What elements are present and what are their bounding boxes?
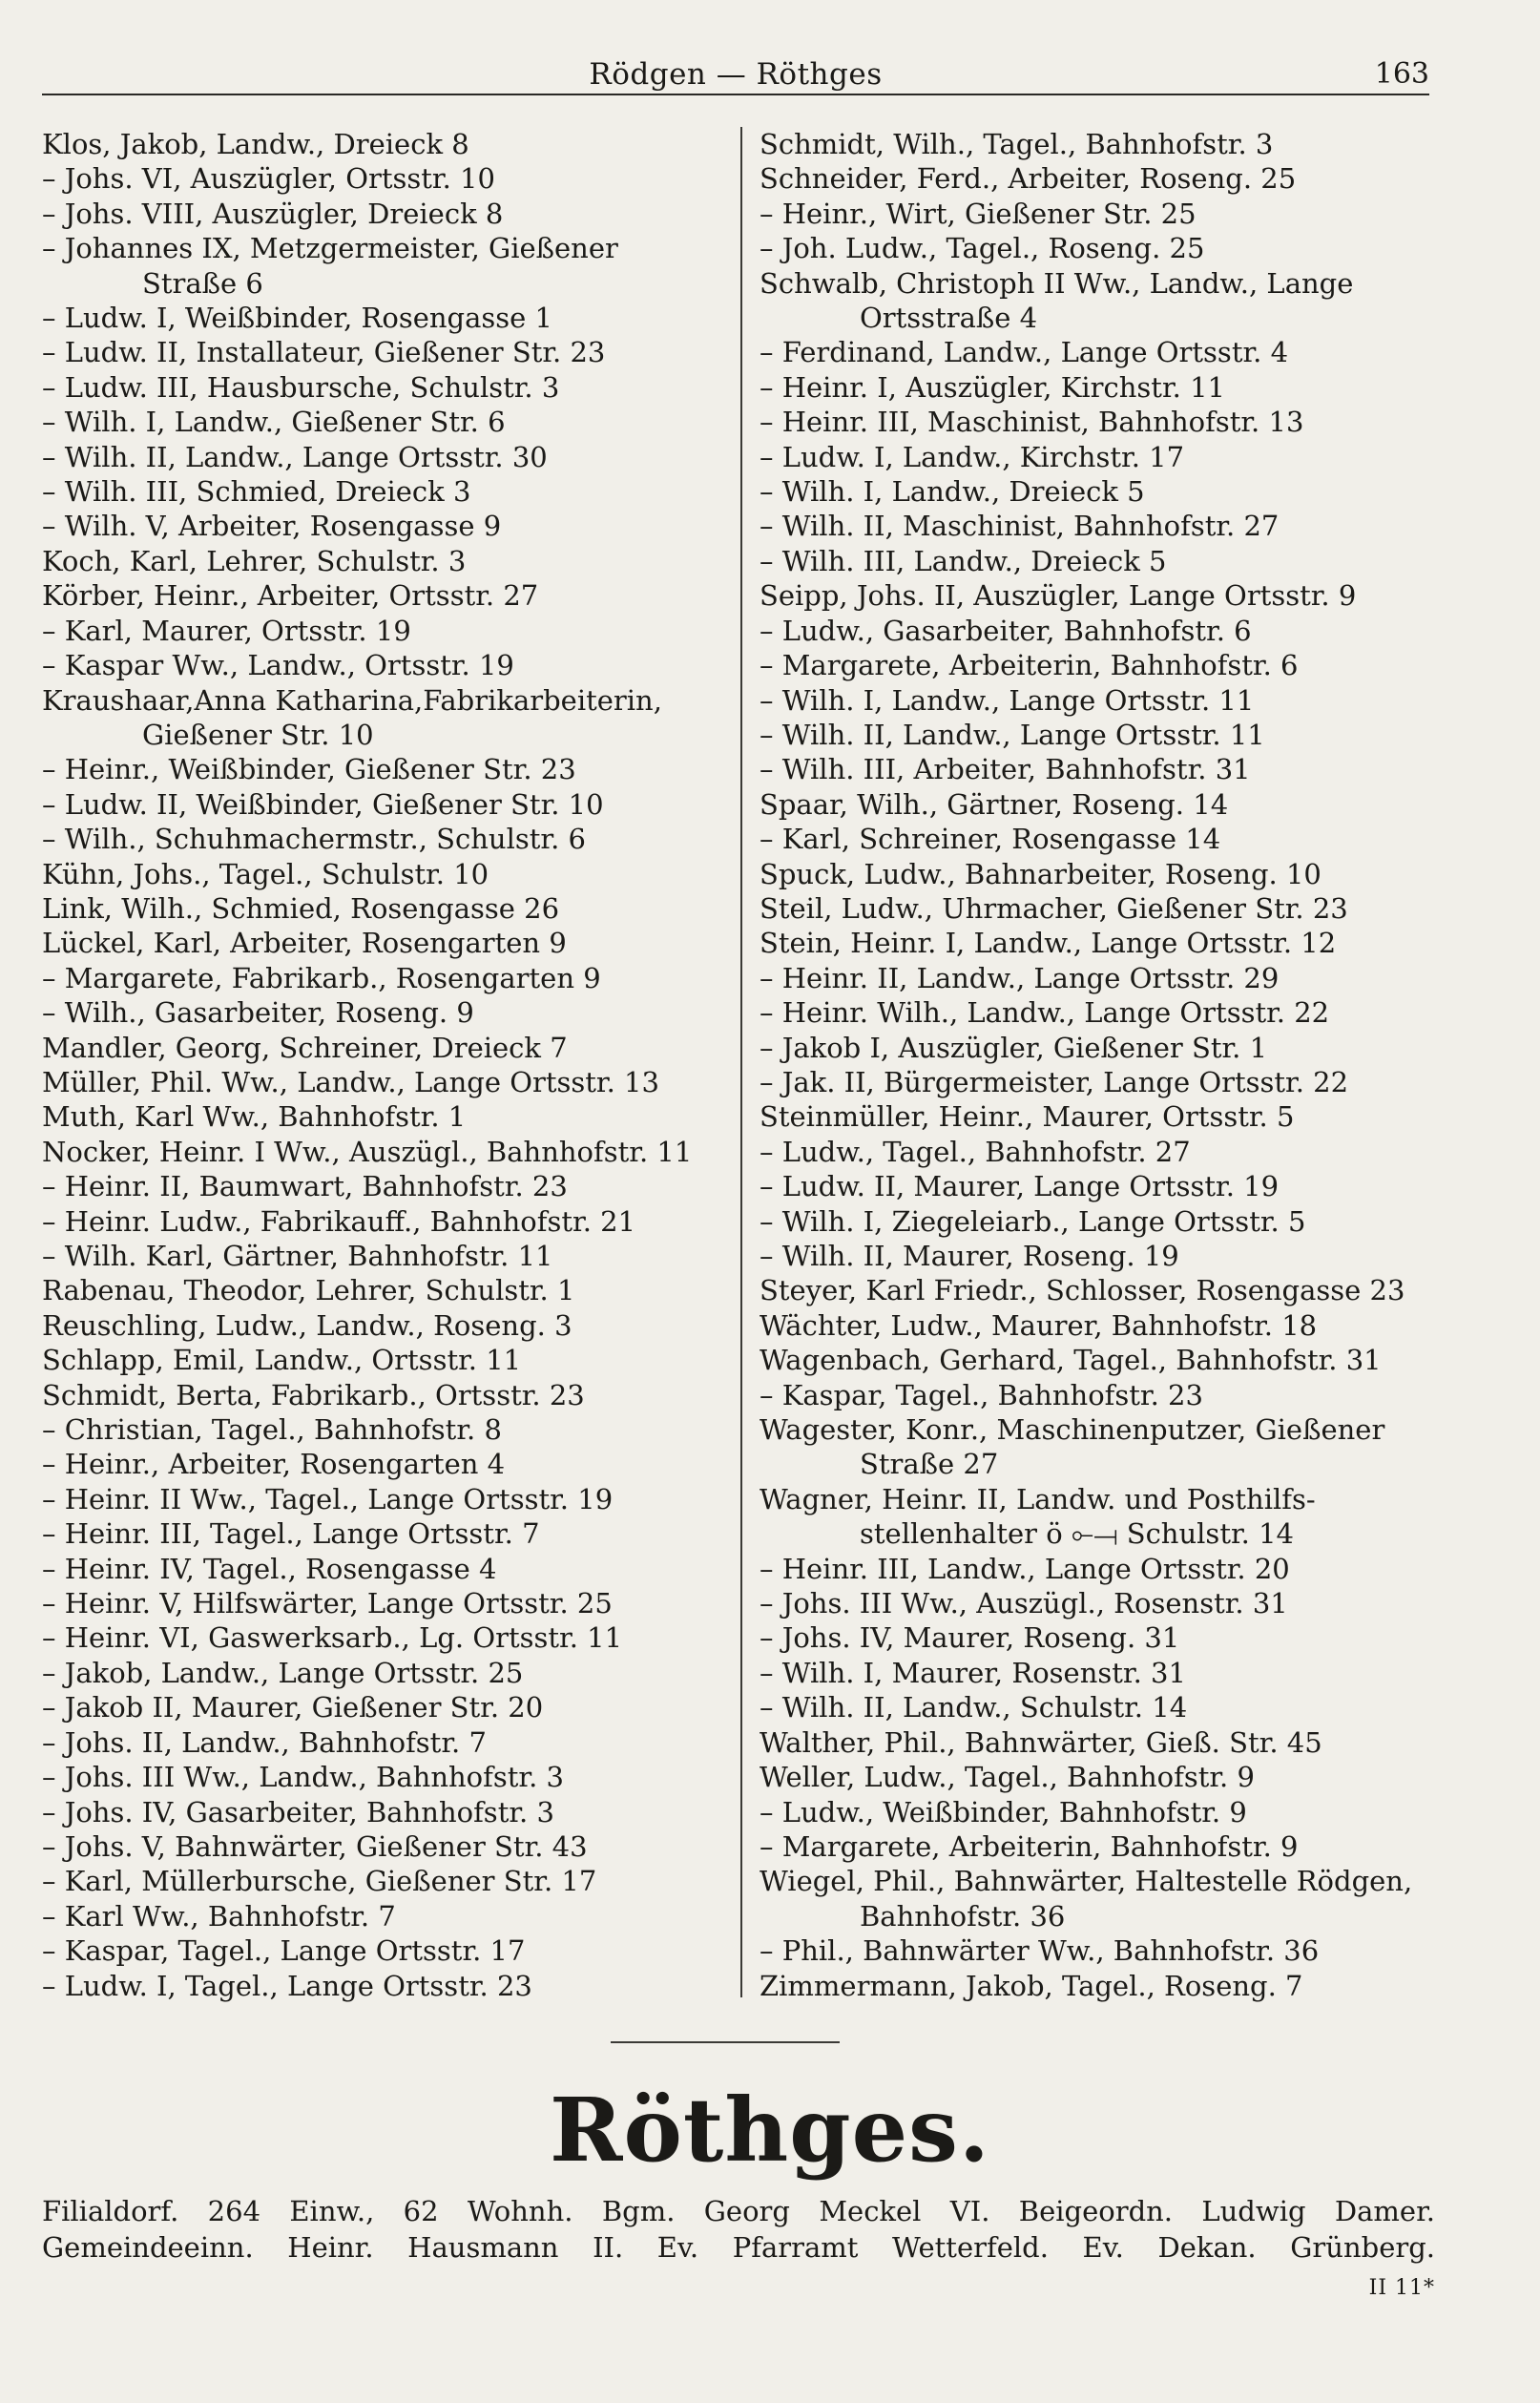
directory-entry: Link, Wilh., Schmied, Rosengasse 26 (42, 891, 560, 925)
directory-entry: – Wilh. I, Ziegeleiarb., Lange Ortsstr. 5 (760, 1204, 1306, 1238)
directory-entry: – Wilh. Karl, Gärtner, Bahnhofstr. 11 (42, 1240, 553, 1272)
directory-entry: – Ludw. II, Weißbinder, Gießener Str. 10 (42, 787, 604, 821)
directory-entry: Stein, Heinr. I, Landw., Lange Ortsstr. 12 (760, 927, 1337, 960)
left-column (42, 127, 719, 2003)
directory-entry: – Wilh. III, Landw., Dreieck 5 (760, 544, 1167, 577)
directory-entry: – Wilh. III, Arbeiter, Bahnhofstr. 31 (760, 753, 1251, 786)
directory-entry: – Jakob I, Auszügler, Gießener Str. 1 (760, 1031, 1268, 1064)
entry-continuation: Bahnhofstr. 36 (860, 1899, 1066, 1933)
directory-entry: Spaar, Wilh., Gärtner, Roseng. 14 (760, 787, 1229, 821)
directory-entry: Koch, Karl, Lehrer, Schulstr. 3 (42, 544, 467, 577)
directory-entry: – Heinr. II Ww., Tagel., Lange Ortsstr. 19 (42, 1482, 614, 1515)
directory-entry: Wagester, Konr., Maschinenputzer, Gießener (760, 1413, 1385, 1447)
directory-entry: – Ludw. I, Tagel., Lange Ortsstr. 23 (42, 1969, 532, 2002)
directory-entry: Kühn, Johs., Tagel., Schulstr. 10 (42, 857, 489, 890)
directory-entry: – Margarete, Arbeiterin, Bahnhofstr. 6 (760, 649, 1299, 682)
directory-entry: Mandler, Georg, Schreiner, Dreieck 7 (42, 1031, 568, 1064)
directory-entry: – Wilh., Gasarbeiter, Roseng. 9 (42, 996, 474, 1030)
entry-continuation: Straße 27 (860, 1448, 999, 1481)
directory-entry: Körber, Heinr., Arbeiter, Ortsstr. 27 (42, 579, 539, 613)
directory-entry: Rabenau, Theodor, Lehrer, Schulstr. 1 (42, 1274, 575, 1307)
directory-entry: – Heinr. III, Landw., Lange Ortsstr. 20 (760, 1552, 1290, 1585)
directory-entry: – Wilh. I, Maurer, Rosenstr. 31 (760, 1656, 1186, 1689)
directory-entry: – Wilh., Schuhmachermstr., Schulstr. 6 (42, 823, 586, 856)
directory-entry: – Heinr. I, Auszügler, Kirchstr. 11 (760, 370, 1225, 404)
directory-entry: Steinmüller, Heinr., Maurer, Ortsstr. 5 (760, 1100, 1295, 1134)
directory-entry: – Heinr. IV, Tagel., Rosengasse 4 (42, 1552, 497, 1585)
directory-entry: Weller, Ludw., Tagel., Bahnhofstr. 9 (760, 1761, 1255, 1794)
directory-entry: – Johs. V, Bahnwärter, Gießener Str. 43 (42, 1829, 588, 1863)
directory-entry: Seipp, Johs. II, Auszügler, Lange Ortsstr. 9 (760, 579, 1357, 613)
directory-entry: – Jakob, Landw., Lange Ortsstr. 25 (42, 1656, 524, 1689)
section-title: Röthges. (550, 2079, 990, 2182)
directory-entry: – Wilh. II, Maschinist, Bahnhofstr. 27 (760, 510, 1280, 543)
directory-entry: – Johs. III Ww., Landw., Bahnhofstr. 3 (42, 1761, 564, 1794)
directory-entry: – Ludw. III, Hausbursche, Schulstr. 3 (42, 370, 560, 404)
directory-entry: – Wilh. II, Landw., Schulstr. 14 (760, 1691, 1188, 1724)
directory-entry: – Karl, Schreiner, Rosengasse 14 (760, 823, 1221, 856)
directory-entry: – Heinr. V, Hilfswärter, Lange Ortsstr. 25 (42, 1587, 613, 1620)
directory-entry: – Wilh. III, Schmied, Dreieck 3 (42, 475, 471, 509)
directory-entry: – Wilh. V, Arbeiter, Rosengasse 9 (42, 510, 502, 543)
directory-entry: – Heinr., Wirt, Gießener Str. 25 (760, 197, 1197, 230)
column-divider (740, 127, 742, 1997)
right-column (760, 127, 1477, 2003)
directory-entry: – Heinr. Wilh., Landw., Lange Ortsstr. 22 (760, 996, 1330, 1030)
directory-entry: – Johs. II, Landw., Bahnhofstr. 7 (42, 1725, 487, 1759)
entry-continuation: stellenhalter ö ⟜⟞ Schulstr. 14 (860, 1517, 1294, 1551)
directory-entry: – Christian, Tagel., Bahnhofstr. 8 (42, 1413, 502, 1447)
directory-entry: – Heinr. II, Landw., Lange Ortsstr. 29 (760, 961, 1280, 994)
directory-entry: – Johs. VIII, Auszügler, Dreieck 8 (42, 197, 504, 230)
directory-entry: – Ludw. II, Installateur, Gießener Str. 23 (42, 336, 606, 369)
directory-entry: – Karl Ww., Bahnhofstr. 7 (42, 1899, 396, 1933)
directory-entry: – Heinr. VI, Gaswerksarb., Lg. Ortsstr. 11 (42, 1621, 623, 1655)
directory-entry: – Heinr., Arbeiter, Rosengarten 4 (42, 1448, 506, 1481)
directory-entry: Klos, Jakob, Landw., Dreieck 8 (42, 128, 469, 160)
directory-entry: Wagenbach, Gerhard, Tagel., Bahnhofstr. 31 (760, 1344, 1382, 1377)
printer-signature: II 11* (1368, 2276, 1435, 2300)
section-description-line-1: Filialdorf. 264 Einw., 62 Wohnh. Bgm. Georg Meckel VI. Beigeordn. Ludwig Damer. (42, 2195, 1435, 2227)
directory-entry: – Ferdinand, Landw., Lange Ortsstr. 4 (760, 336, 1289, 369)
directory-entry: Schmidt, Berta, Fabrikarb., Ortsstr. 23 (42, 1378, 585, 1411)
directory-entry: Nocker, Heinr. I Ww., Auszügl., Bahnhofstr. 11 (42, 1135, 693, 1168)
page-title: Rödgen — Röthges (589, 57, 883, 92)
directory-entry: Schmidt, Wilh., Tagel., Bahnhofstr. 3 (760, 128, 1274, 160)
directory-entry: – Wilh. II, Maurer, Roseng. 19 (760, 1240, 1179, 1272)
directory-entry: – Ludw., Gasarbeiter, Bahnhofstr. 6 (760, 614, 1252, 647)
directory-entry: Schneider, Ferd., Arbeiter, Roseng. 25 (760, 162, 1297, 196)
directory-entry: – Johs. III Ww., Auszügl., Rosenstr. 31 (760, 1587, 1288, 1620)
directory-entry: Kraushaar,Anna Katharina,Fabrikarbeiterin, (42, 683, 662, 717)
directory-entry: Zimmermann, Jakob, Tagel., Roseng. 7 (760, 1969, 1303, 2002)
directory-entry: Steil, Ludw., Uhrmacher, Gießener Str. 23 (760, 891, 1348, 925)
directory-entry: Wagner, Heinr. II, Landw. und Posthilfs- (760, 1482, 1316, 1515)
entry-continuation: Gießener Str. 10 (142, 718, 374, 751)
directory-entry: – Kaspar, Tagel., Bahnhofstr. 23 (760, 1378, 1203, 1411)
directory-entry: – Johs. VI, Auszügler, Ortsstr. 10 (42, 162, 495, 196)
directory-entry: – Heinr., Weißbinder, Gießener Str. 23 (42, 753, 576, 786)
directory-entry: – Ludw. I, Weißbinder, Rosengasse 1 (42, 302, 552, 335)
directory-entry: – Phil., Bahnwärter Ww., Bahnhofstr. 36 (760, 1934, 1320, 1968)
directory-entry: – Johannes IX, Metzgermeister, Gießener (42, 232, 618, 265)
directory-entry: – Margarete, Fabrikarb., Rosengarten 9 (42, 961, 601, 994)
directory-entry: – Karl, Maurer, Ortsstr. 19 (42, 614, 411, 647)
directory-entry: Spuck, Ludw., Bahnarbeiter, Roseng. 10 (760, 857, 1321, 890)
directory-entry: Wächter, Ludw., Maurer, Bahnhofstr. 18 (760, 1308, 1318, 1342)
directory-entry: – Jak. II, Bürgermeister, Lange Ortsstr. 22 (760, 1065, 1349, 1098)
section-divider (611, 2041, 840, 2043)
directory-entry: – Margarete, Arbeiterin, Bahnhofstr. 9 (760, 1829, 1299, 1863)
directory-entry: Wiegel, Phil., Bahnwärter, Haltestelle Rödgen, (760, 1865, 1413, 1898)
entry-continuation: Straße 6 (142, 266, 263, 300)
directory-entry: Reuschling, Ludw., Landw., Roseng. 3 (42, 1308, 572, 1342)
directory-entry: – Kaspar, Tagel., Lange Ortsstr. 17 (42, 1934, 526, 1968)
directory-entry: – Heinr. Ludw., Fabrikauff., Bahnhofstr. 21 (42, 1204, 636, 1238)
directory-entry: – Johs. IV, Maurer, Roseng. 31 (760, 1621, 1180, 1655)
directory-entry: – Ludw., Tagel., Bahnhofstr. 27 (760, 1135, 1191, 1168)
directory-entry: – Ludw., Weißbinder, Bahnhofstr. 9 (760, 1795, 1247, 1828)
directory-entry: – Ludw. I, Landw., Kirchstr. 17 (760, 440, 1185, 473)
directory-entry: Walther, Phil., Bahnwärter, Gieß. Str. 45 (760, 1725, 1322, 1759)
directory-entry: – Wilh. II, Landw., Lange Ortsstr. 30 (42, 440, 548, 473)
entry-continuation: Ortsstraße 4 (860, 302, 1038, 335)
directory-entry: – Wilh. II, Landw., Lange Ortsstr. 11 (760, 718, 1265, 751)
directory-entry: Muth, Karl Ww., Bahnhofstr. 1 (42, 1100, 467, 1134)
directory-entry: – Jakob II, Maurer, Gießener Str. 20 (42, 1691, 544, 1724)
directory-entry: – Karl, Müllerbursche, Gießener Str. 17 (42, 1865, 597, 1898)
directory-entry: Lückel, Karl, Arbeiter, Rosengarten 9 (42, 927, 567, 960)
page-number: 163 (1374, 57, 1429, 91)
directory-entry: Schlapp, Emil, Landw., Ortsstr. 11 (42, 1344, 522, 1377)
directory-entry: – Heinr. III, Maschinist, Bahnhofstr. 13 (760, 406, 1304, 439)
directory-entry: – Ludw. II, Maurer, Lange Ortsstr. 19 (760, 1170, 1280, 1203)
directory-entry: Müller, Phil. Ww., Landw., Lange Ortsstr. 13 (42, 1065, 659, 1098)
section-description-line-2: Gemeindeeinn. Heinr. Hausmann II. Ev. Pfarramt Wetterfeld. Ev. Dekan. Grünberg. (42, 2231, 1435, 2264)
directory-entry: – Wilh. I, Landw., Gießener Str. 6 (42, 406, 506, 439)
running-head (42, 55, 1429, 95)
directory-entry: – Johs. IV, Gasarbeiter, Bahnhofstr. 3 (42, 1795, 554, 1828)
directory-entry: Steyer, Karl Friedr., Schlosser, Rosengasse 23 (760, 1274, 1405, 1307)
directory-entry: – Heinr. III, Tagel., Lange Ortsstr. 7 (42, 1517, 540, 1551)
directory-entry: – Joh. Ludw., Tagel., Roseng. 25 (760, 232, 1205, 265)
directory-entry: – Heinr. II, Baumwart, Bahnhofstr. 23 (42, 1170, 568, 1203)
directory-entry: – Wilh. I, Landw., Lange Ortsstr. 11 (760, 683, 1255, 717)
directory-entry: – Kaspar Ww., Landw., Ortsstr. 19 (42, 649, 514, 682)
directory-entry: Schwalb, Christoph II Ww., Landw., Lange (760, 266, 1354, 300)
directory-columns (42, 127, 1435, 2002)
directory-entry: – Wilh. I, Landw., Dreieck 5 (760, 475, 1145, 509)
